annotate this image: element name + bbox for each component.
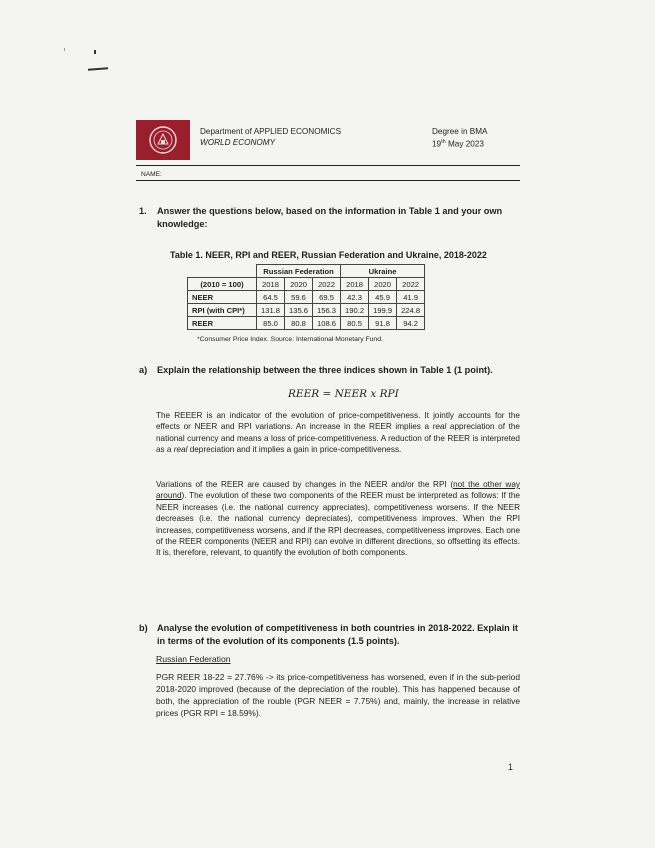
- year-header: 2018: [257, 278, 285, 291]
- table-cell: 108.6: [313, 317, 341, 330]
- answer-b-paragraph-1: PGR REER 18-22 = 27.76% -> its price-competitiveness has worsened, even if in the sub-period 2018-2020 improved (because of the depreciation of the rouble). This has happened because of both, the appreciation of the rouble (PGR NEER = 7.75%) and, mainly, the increase in relative prices (PGR RPI = 18.59%).: [156, 672, 520, 718]
- table-cell: 156.3: [313, 304, 341, 317]
- name-label: NAME:: [141, 171, 162, 178]
- year-header: 2020: [285, 278, 313, 291]
- department-name: Department of APPLIED ECONOMICS: [200, 127, 342, 136]
- course-name: WORLD ECONOMY: [200, 138, 276, 147]
- scan-mark: [94, 50, 96, 54]
- group-header-russia: Russian Federation: [257, 265, 341, 278]
- table-cell: 85.0: [257, 317, 285, 330]
- degree-name: Degree in BMA: [432, 127, 488, 136]
- table-cell: 42.3: [341, 291, 369, 304]
- table-caption: Table 1. NEER, RPI and REER, Russian Federation and Ukraine, 2018-2022: [170, 250, 487, 260]
- table-cell: 69.5: [313, 291, 341, 304]
- answer-a-paragraph-2: Variations of the REER are caused by changes in the NEER and/or the RPI (not the other way around). The evolution of these two components of the REER must be interpreted as follows: If the NEER increases (i.e. the national currency appreciates), competitiveness worsens. If the NEER decreases (i.e. the national currency depreciates), competitiveness improves. When the RPI increases, competitiveness worsens, and if the RPI decreases, competitiveness improves. Each one of the REER components (NEER and RPI) can evolve in different directions, so offsetting its effects. It is, therefore, relevant, to quantify the evolution of both components.: [156, 480, 520, 558]
- row-label: NEER: [188, 291, 257, 304]
- university-logo: [136, 120, 190, 160]
- header-rule-bottom: [136, 180, 520, 181]
- answer-a-paragraph-1: The REEER is an indicator of the evolution of price-competitiveness. It jointly accounts for the effects or NEER and RPI variations. An increase in the REER implies a real appreciation of the national currency and means a loss of price-competitiveness. A reduction of the REER is interpreted as a real depreciation and it implies a gain in price-competitiveness.: [156, 411, 520, 455]
- question-text: Analyse the evolution of competitiveness in both countries in 2018-2022. Explain it in terms of the evolution of its components (1.5 points).: [157, 623, 518, 646]
- table-footnote: *Consumer Price Index. Source: International Monetary Fund.: [197, 336, 383, 343]
- base-year-label: (2010 = 100): [188, 278, 257, 291]
- table-cell: 94.2: [397, 317, 425, 330]
- question-text: Answer the questions below, based on the information in Table 1 and your own knowledge:: [157, 206, 503, 229]
- year-header: 2018: [341, 278, 369, 291]
- header-right: [432, 126, 488, 150]
- table-cell: 91.8: [369, 317, 397, 330]
- table-cell: 199.9: [369, 304, 397, 317]
- year-header: 2022: [397, 278, 425, 291]
- seal-icon: [148, 125, 178, 155]
- row-label: RPI (with CPI*): [188, 304, 257, 317]
- table-row: [188, 304, 425, 317]
- table-cell: 131.8: [257, 304, 285, 317]
- question-number: 1.: [139, 206, 147, 216]
- question-1: [139, 205, 524, 231]
- table-cell: 45.9: [369, 291, 397, 304]
- table-cell: 190.2: [341, 304, 369, 317]
- table-cell: 135.6: [285, 304, 313, 317]
- question-number: b): [139, 623, 148, 633]
- question-b: [139, 622, 524, 648]
- year-header: 2022: [313, 278, 341, 291]
- table-cell: 80.8: [285, 317, 313, 330]
- page-number: 1: [508, 762, 514, 772]
- question-number: a): [139, 365, 148, 375]
- scan-mark: [88, 67, 108, 70]
- subheading-russia: Russian Federation: [156, 654, 231, 664]
- formula: REER = NEER x RPI: [288, 388, 399, 400]
- header-rule-top: [136, 165, 520, 166]
- exam-date: 19th May 2023: [432, 139, 484, 149]
- table-cell: 64.5: [257, 291, 285, 304]
- question-a: [139, 364, 524, 377]
- group-header-ukraine: Ukraine: [341, 265, 425, 278]
- table-row: [188, 291, 425, 304]
- table-cell: 80.5: [341, 317, 369, 330]
- row-label: REER: [188, 317, 257, 330]
- scan-mark: [64, 48, 65, 51]
- table-row: [188, 317, 425, 330]
- header-left: [200, 126, 341, 148]
- table-cell: 41.9: [397, 291, 425, 304]
- question-text: Explain the relationship between the three indices shown in Table 1 (1 point).: [157, 365, 493, 375]
- data-table: [187, 264, 425, 330]
- year-header: 2020: [369, 278, 397, 291]
- table-cell: 59.6: [285, 291, 313, 304]
- table-cell: 224.8: [397, 304, 425, 317]
